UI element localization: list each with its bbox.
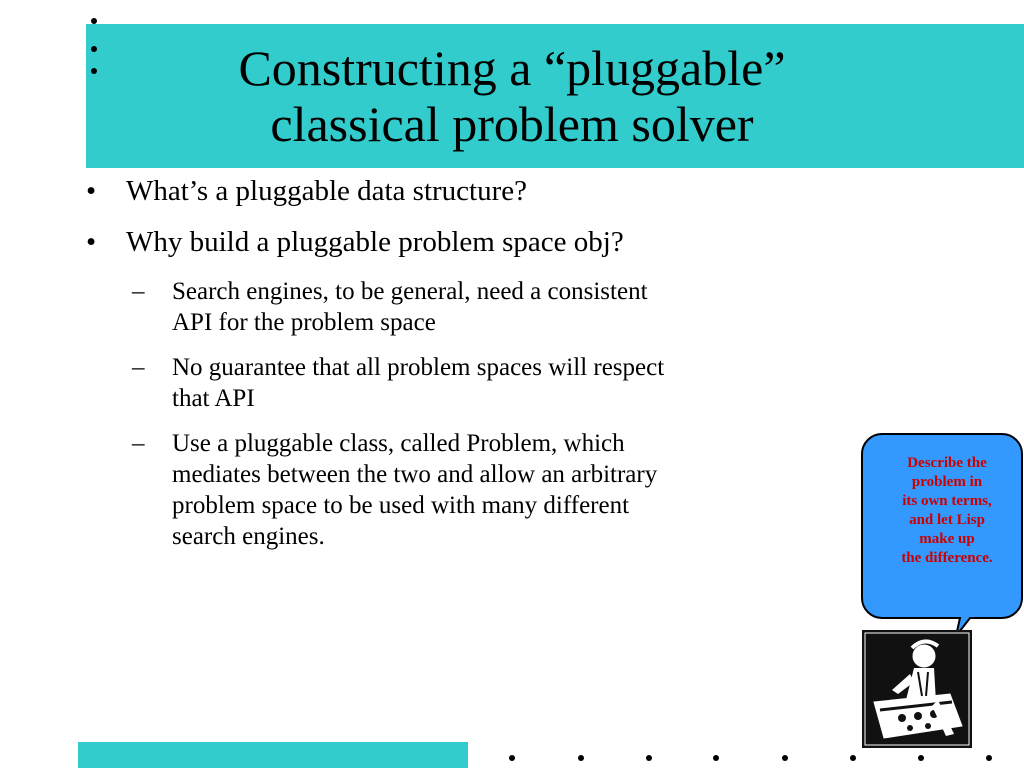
subbullet-line: mediates between the two and allow an arbitrary [172, 461, 658, 488]
subbullet-item [86, 276, 856, 338]
callout-line: the difference. [901, 550, 993, 566]
callout-line: Describe the [907, 455, 987, 471]
slide-title-line-1: Constructing a “pluggable” [238, 40, 786, 96]
slide-content [86, 174, 856, 566]
subbullet-line: that API [172, 385, 255, 412]
bullet-mark: • [86, 226, 97, 258]
subbullet-line: Search engines, to be general, need a consistent [172, 278, 648, 305]
callout-line: make up [919, 531, 975, 547]
subbullet-item [86, 352, 856, 414]
bullet-text: Why build a pluggable problem space obj? [126, 226, 624, 258]
subbullet-line: problem space to be used with many different [172, 492, 630, 519]
subbullet-line: API for the problem space [172, 309, 436, 336]
subbullet-line: search engines. [172, 523, 325, 550]
subbullet-line: No guarantee that all problem spaces will respect [172, 354, 665, 381]
bullet-item [86, 174, 856, 208]
bullet-item [86, 225, 856, 259]
mechanic-figure-icon [862, 630, 972, 748]
callout-line: its own terms, [902, 493, 992, 509]
callout-line: and let Lisp [909, 512, 985, 528]
dash-mark: – [132, 354, 145, 381]
slide-title [86, 24, 938, 168]
subbullet-item [86, 428, 856, 552]
footer-bar [78, 742, 468, 768]
callout-line: problem in [911, 474, 983, 490]
bullet-mark: • [86, 175, 97, 207]
subbullet-line: Use a pluggable class, called Problem, which [172, 430, 625, 457]
dash-mark: – [132, 430, 145, 457]
bullet-text: What’s a pluggable data structure? [126, 175, 528, 207]
dash-mark: – [132, 278, 145, 305]
decorative-dots-bottom [500, 752, 1020, 764]
callout-text [870, 454, 1024, 568]
slide-title-line-2: classical problem solver [270, 96, 754, 152]
